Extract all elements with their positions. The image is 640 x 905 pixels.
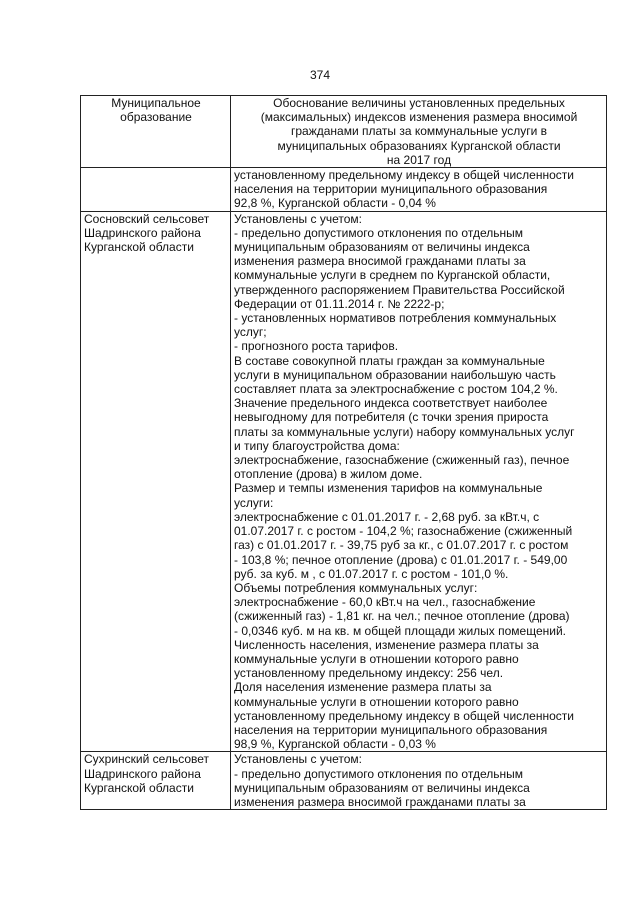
table-row — [81, 752, 607, 810]
municipality-line: Сосновский сельсовет — [84, 211, 210, 226]
justification-cell — [231, 752, 607, 810]
municipality-cell — [81, 752, 231, 810]
justification-line: - установленных нормативов потребления коммунальных — [234, 311, 557, 326]
justification-line: Установлены с учетом: — [234, 211, 362, 226]
header-col2-line: (максимальных) индексов изменения размера вносимой — [260, 110, 578, 125]
justification-line: 01.07.2017 г. с ростом - 104,2 %; газоснабжение (сжиженный — [234, 524, 573, 539]
justification-line: коммунальные услуги в среднем по Курганской области, — [234, 268, 551, 283]
justification-line: газ) с 01.01.2017 г. - 39,75 руб за кг., с 01.07.2017 г. с ростом — [234, 538, 569, 553]
justification-line: Федерации от 01.11.2014 г. № 2222-р; — [234, 296, 445, 311]
municipality-line: Курганской области — [84, 780, 194, 795]
header-col2-line: Обоснование величины установленных предельных — [273, 96, 565, 110]
justification-line: коммунальные услуги в отношении которого равно — [234, 651, 519, 666]
justification-line: изменения размера вносимой гражданами платы за — [234, 794, 526, 809]
municipality-line: Сухринский сельсовет — [84, 752, 210, 767]
justification-line: - предельно допустимого отклонения по отдельным — [234, 225, 523, 240]
header-municipality — [81, 96, 231, 168]
justification-line: Установлены с учетом: — [234, 752, 362, 767]
justification-line: коммунальные услуги в отношении которого равно — [234, 694, 519, 709]
justification-line: - предельно допустимого отклонения по отдельным — [234, 766, 523, 781]
justification-line: - прогнозного роста тарифов. — [234, 339, 399, 354]
justification-line: Численность населения, изменение размера платы за — [234, 637, 539, 652]
header-col1-line: Муниципальное — [111, 96, 201, 110]
justification-line: населения на территории муниципального образования — [234, 722, 548, 737]
justification-line: 98,9 %, Курганской области - 0,03 % — [234, 737, 436, 752]
justification-line: услуги: — [234, 495, 274, 510]
justification-line: электроснабжение, газоснабжение (сжиженный газ), печное — [234, 453, 570, 468]
header-col1-line: образование — [120, 110, 192, 125]
page-number: 374 — [309, 68, 331, 82]
municipality-cell — [81, 168, 231, 212]
header-justification — [231, 96, 607, 168]
table-header-row — [81, 96, 607, 168]
justification-line: руб. за куб. м , с 01.07.2017 г. с ростом - 101,0 %. — [234, 566, 509, 581]
justification-line: платы за коммунальные услуги) набору коммунальных услуг — [234, 424, 575, 439]
justification-line: и типу благоустройства дома: — [234, 438, 400, 453]
justification-line: услуги в муниципальном образовании наибольшую часть — [234, 367, 556, 382]
justification-cell — [231, 211, 607, 752]
justification-line: установленному предельному индексу: 256 чел. — [234, 666, 504, 681]
justification-line: В составе совокупной платы граждан за коммунальные — [234, 353, 545, 368]
justification-line: установленному предельному индексу в общей численности — [234, 168, 574, 183]
justification-line: установленному предельному индексу в общей численности — [234, 708, 574, 723]
table-row — [81, 211, 607, 752]
justification-line: муниципальным образованиям от величины индекса — [234, 240, 530, 255]
justification-line: Значение предельного индекса соответствует наиболее — [234, 396, 548, 411]
justification-line: отопление (дрова) в жилом доме. — [234, 467, 423, 482]
justification-line: составляет плата за электроснабжение с ростом 104,2 %. — [234, 382, 558, 397]
municipality-line: Шадринского района — [84, 225, 201, 240]
municipality-line: Шадринского района — [84, 766, 201, 781]
header-col2-line: на 2017 год — [386, 152, 452, 167]
justification-line: утвержденного распоряжением Правительства Российской — [234, 282, 565, 297]
justification-cell — [231, 168, 607, 212]
justification-line: 92,8 %, Курганской области - 0,04 % — [234, 196, 436, 211]
header-col2-line: муниципальных образованиях Курганской области — [277, 138, 561, 153]
justification-line: Доля населения изменение размера платы за — [234, 680, 492, 695]
municipality-line: Курганской области — [84, 240, 194, 255]
justification-line: электроснабжение - 60,0 кВт.ч на чел., газоснабжение — [234, 595, 536, 610]
municipal-index-table — [80, 95, 607, 810]
justification-line: (сжиженный газ) - 1,81 кг. на чел.; печное отопление (дрова) — [234, 609, 570, 624]
justification-line: населения на территории муниципального образования — [234, 182, 548, 197]
justification-line: услуг; — [234, 325, 267, 340]
justification-line: изменения размера вносимой гражданами платы за — [234, 254, 526, 269]
justification-line: - 0,0346 куб. м на кв. м общей площади жилых помещений. — [234, 623, 566, 638]
table-row — [81, 168, 607, 212]
justification-line: электроснабжение с 01.01.2017 г. - 2,68 руб. за кВт.ч, с — [234, 509, 540, 524]
municipality-cell — [81, 211, 231, 752]
header-col2-line: гражданами платы за коммунальные услуги в — [290, 124, 548, 139]
justification-line: муниципальным образованиям от величины индекса — [234, 780, 530, 795]
justification-line: невыгодному для потребителя (с точки зрения прироста — [234, 410, 549, 425]
justification-line: Размер и темпы изменения тарифов на коммунальные — [234, 481, 543, 496]
justification-line: - 103,8 %; печное отопление (дрова) с 01.01.2017 г. - 549,00 — [234, 552, 568, 567]
justification-line: Объемы потребления коммунальных услуг: — [234, 580, 478, 595]
